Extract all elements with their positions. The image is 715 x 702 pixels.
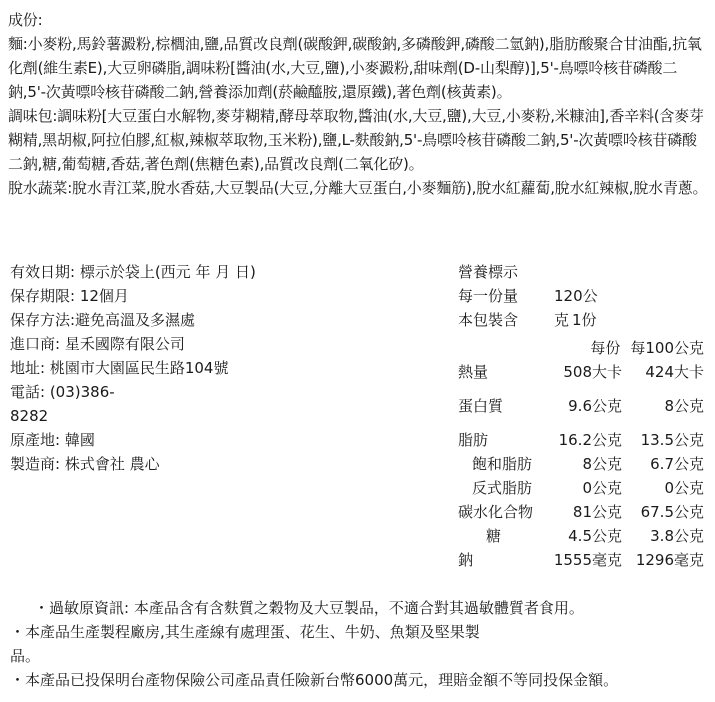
- nutrient-name: 反式脂肪: [472, 479, 533, 497]
- per-100g-value: 67.5公克: [640, 503, 704, 521]
- per-serving-value: 1555毫克: [553, 551, 622, 569]
- factory-note-line-1: ・本產品生產製程廠房,其生產線有處理蛋、花生、牛奶、魚類及堅果製: [10, 623, 480, 641]
- per-serving-value: 0公克: [582, 479, 622, 497]
- nutrient-row-protein: [458, 394, 704, 418]
- storage-method: 保存方法:避免高溫及多濕處: [10, 311, 196, 329]
- nutrient-name: 飽和脂肪: [472, 455, 533, 473]
- nutrient-row-sugar: [458, 524, 704, 548]
- per-serving-value: 8公克: [582, 455, 622, 473]
- per-100g-value: 8公克: [664, 397, 704, 415]
- per-100g-value: 0公克: [664, 479, 704, 497]
- address: 地址: 桃園市大園區民生路104號: [10, 359, 229, 377]
- per-100g-value: 1296毫克: [635, 551, 704, 569]
- servings-value: 1份: [572, 311, 597, 329]
- nutrient-name: 碳水化合物: [458, 503, 534, 521]
- nutrient-name: 糖: [486, 527, 502, 545]
- col-per-100g: 每100公克: [630, 339, 704, 357]
- ingredients-section: [8, 8, 708, 200]
- per-100g-value: 13.5公克: [640, 431, 704, 449]
- product-info-section: [10, 260, 310, 476]
- nutrition-title: 營養標示: [458, 263, 519, 281]
- nutrient-name: 蛋白質: [458, 397, 504, 415]
- notes-section: [10, 596, 710, 692]
- nutrition-facts: [458, 260, 704, 572]
- nutrition-column-headers: [458, 336, 704, 360]
- serving-size-value: 120公克: [554, 287, 598, 329]
- nutrient-row-sodium: [458, 548, 704, 572]
- origin: 原產地: 韓國: [10, 431, 95, 449]
- ingredients-vegetables: 脫水蔬菜:脫水青江菜,脫水香菇,大豆製品(大豆,分離大豆蛋白,小麥麵筋),脫水紅蘿蔔,脫水紅辣椒,脫水青蔥。: [8, 179, 708, 197]
- nutrient-name: 脂肪: [458, 431, 489, 449]
- per-serving-value: 4.5公克: [568, 527, 622, 545]
- nutrient-name: 鈉: [458, 551, 474, 569]
- per-100g-value: 424大卡: [645, 363, 704, 381]
- nutrient-row-energy: [458, 360, 704, 384]
- per-100g-value: 3.8公克: [650, 527, 704, 545]
- shelf-life: 保存期限: 12個月: [10, 287, 129, 305]
- nutrient-row-fat: [458, 428, 704, 452]
- factory-note-line-2: 品。: [10, 647, 41, 665]
- nutrient-row-saturated-fat: [458, 452, 704, 476]
- servings-label: 本包裝含: [458, 311, 519, 329]
- manufacturer: 製造商: 株式會社 農心: [10, 455, 160, 473]
- importer: 進口商: 星禾國際有限公司: [10, 335, 185, 353]
- serving-size-label: 每一份量: [458, 287, 519, 305]
- ingredients-heading: 成份:: [8, 11, 43, 29]
- per-serving-value: 9.6公克: [568, 397, 622, 415]
- insurance-note: ・本產品已投保明台產物保險公司產品責任險新台幣6000萬元，理賠金額不等同投保金額。: [10, 671, 619, 689]
- ingredients-noodles: 麵:小麥粉,馬鈴薯澱粉,棕櫚油,鹽,品質改良劑(碳酸鉀,碳酸鈉,多磷酸鉀,磷酸二氫鈉),脂肪酸聚合甘油酯,抗氧化劑(維生素E),大豆卵磷脂,調味粉[醬油(水,大豆,鹽),小麥澱粉,甜味劑(D-山梨醇)],5'-鳥嘌呤核苷磷酸二鈉,5'-次黃嘌呤核苷磷酸二鈉,營養添加劑(菸鹼醯胺,還原鐵),著色劑(核黃素)。: [8, 35, 702, 101]
- nutrient-row-trans-fat: [458, 476, 704, 500]
- col-per-serving: 每份: [590, 339, 621, 357]
- per-serving-value: 16.2公克: [558, 431, 622, 449]
- per-serving-value: 508大卡: [563, 363, 622, 381]
- allergen-note: ・過敏原資訊: 本產品含有含麩質之穀物及大豆製品，不適合對其過敏體質者食用。: [34, 599, 584, 617]
- nutrient-row-carbohydrate: [458, 500, 704, 524]
- ingredients-seasoning: 調味包:調味粉[大豆蛋白水解物,麥芽糊精,酵母萃取物,醬油(水,大豆,鹽),大豆,小麥粉,米糠油],香辛料(含麥芽糊精,黑胡椒,阿拉伯膠,紅椒,辣椒萃取物,玉米粉),鹽,L-麩酸鈉,5'-鳥嘌呤核苷磷酸二鈉,5'-次黃嘌呤核苷磷酸二鈉,糖,葡萄糖,香菇,著色劑(焦糖色素),品質改良劑(二氧化矽)。: [8, 107, 704, 173]
- phone-line-1: 電話: (03)386-: [10, 383, 115, 401]
- nutrient-name: 熱量: [458, 363, 489, 381]
- servings-row: [458, 308, 704, 332]
- per-100g-value: 6.7公克: [650, 455, 704, 473]
- expiry-date: 有效日期: 標示於袋上(西元 年 月 日): [10, 263, 256, 281]
- phone-line-2: 8282: [10, 407, 49, 425]
- per-serving-value: 81公克: [572, 503, 622, 521]
